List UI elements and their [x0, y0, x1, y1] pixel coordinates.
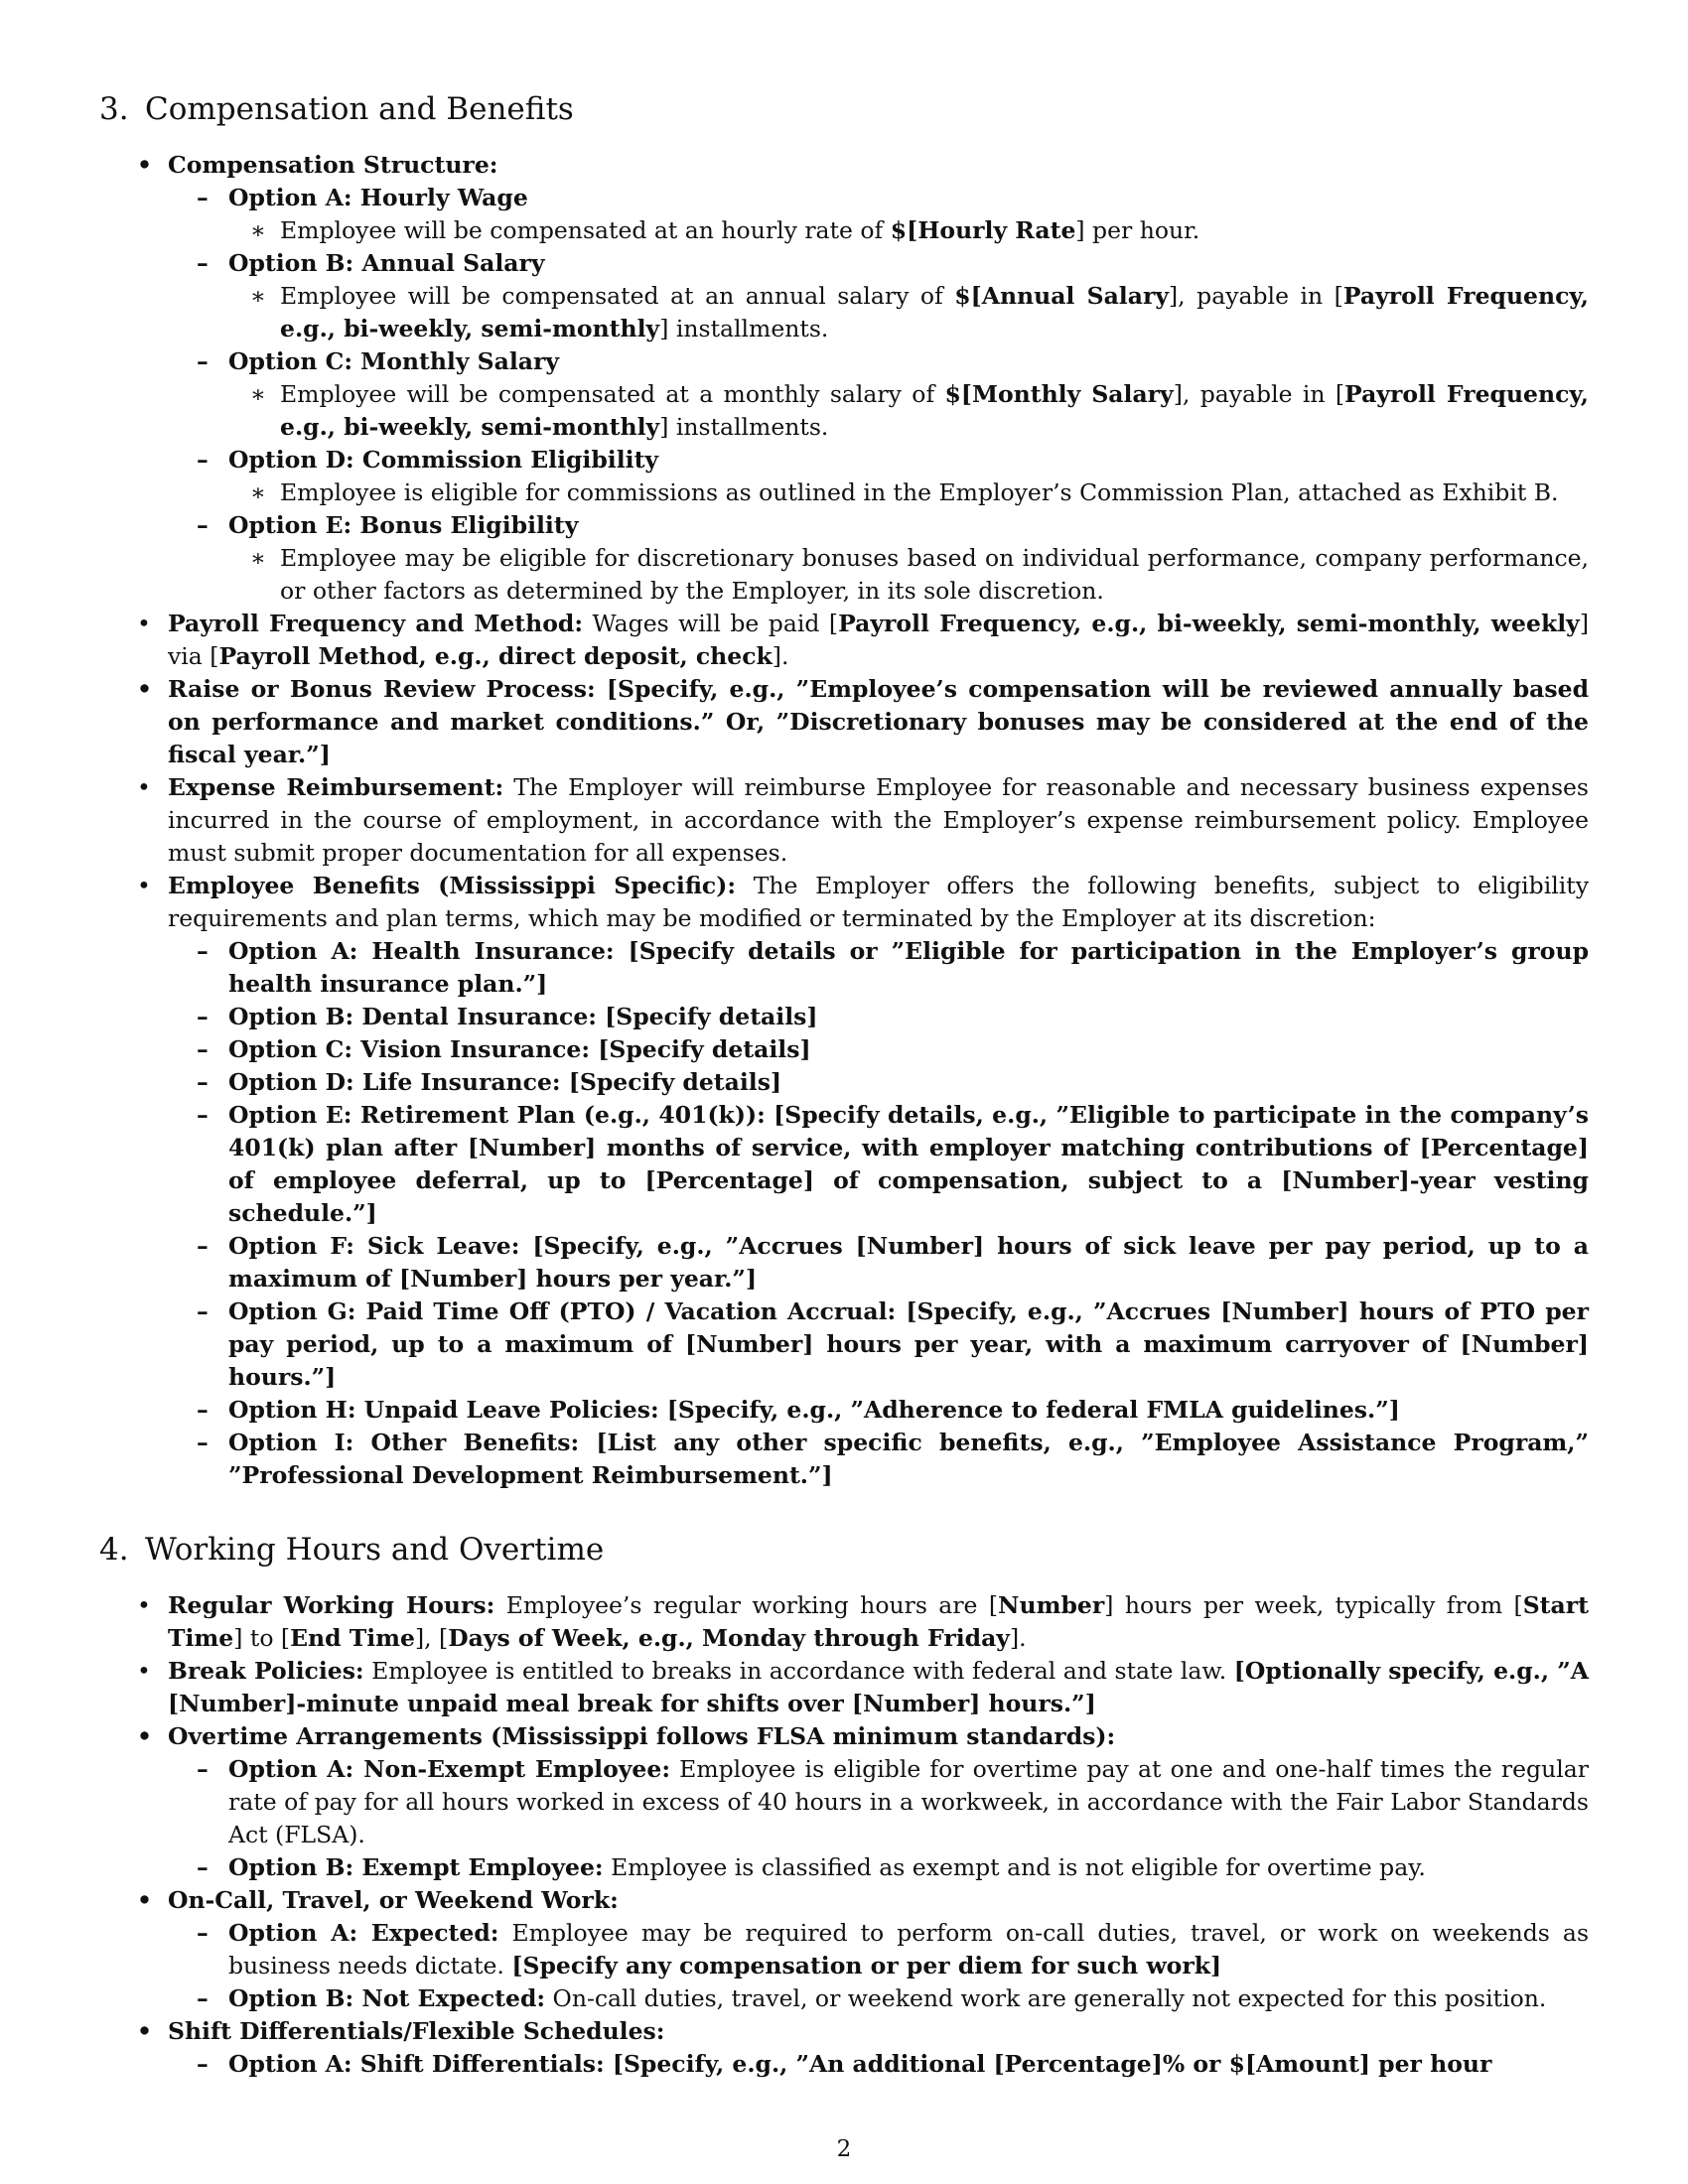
option-d-commission: – Option D: Commission Eligibility: [99, 444, 1589, 477]
overtime-item: • Overtime Arrangements (Mississippi follows FLSA minimum standards):: [99, 1720, 1589, 1753]
section-number: 4.: [99, 1532, 129, 1568]
benefit-option-b: – Option B: Dental Insurance: [Specify details]: [99, 1001, 1589, 1033]
option-a-detail: ∗ Employee will be compensated at an hourly rate of $[Hourly Rate] per hour.: [99, 214, 1589, 247]
benefit-option-i: – Option I: Other Benefits: [List any other specific benefits, e.g., ”Employee Assistance Program,” ”Professional Development Reimbursement.”]: [99, 1427, 1589, 1492]
on-call-option-b: – Option B: Not Expected: On-call duties, travel, or weekend work are generally not expected for this position.: [99, 1982, 1589, 2015]
option-d-detail: ∗ Employee is eligible for commissions as outlined in the Employer’s Commission Plan, attached as Exhibit B.: [99, 477, 1589, 509]
option-c-detail: ∗ Employee will be compensated at a monthly salary of $[Monthly Salary], payable in [Payroll Frequency, e.g., bi-weekly, semi-monthly] installments.: [99, 378, 1589, 444]
section-title: Working Hours and Overtime: [145, 1532, 605, 1568]
option-e-bonus: – Option E: Bonus Eligibility: [99, 509, 1589, 542]
section-title: Compensation and Benefits: [145, 91, 574, 127]
benefit-option-f: – Option F: Sick Leave: [Specify, e.g., ”Accrues [Number] hours of sick leave per pay period, up to a maximum of [Number] hours per year.”]: [99, 1230, 1589, 1296]
raise-review-item: • Raise or Bonus Review Process: [Specify, e.g., ”Employee’s compensation will be reviewed annually based on performance and market conditions.” Or, ”Discretionary bonuses may be considered at the end of the fiscal year.”]: [99, 673, 1589, 771]
compensation-structure-item: • Compensation Structure:: [99, 149, 1589, 182]
working-hours-list: [99, 1589, 1589, 2081]
section-number: 3.: [99, 91, 129, 127]
overtime-option-b: – Option B: Exempt Employee: Employee is classified as exempt and is not eligible for overtime pay.: [99, 1851, 1589, 1884]
option-b-detail: ∗ Employee will be compensated at an annual salary of $[Annual Salary], payable in [Payroll Frequency, e.g., bi-weekly, semi-monthly] installments.: [99, 280, 1589, 345]
benefit-option-h: – Option H: Unpaid Leave Policies: [Specify, e.g., ”Adherence to federal FMLA guidelines.”]: [99, 1394, 1589, 1427]
benefits-item: • Employee Benefits (Mississippi Specific): The Employer offers the following benefits, subject to eligibility requirements and plan terms, which may be modified or terminated by the Employer at its discretion:: [99, 870, 1589, 935]
section-heading-working-hours: [99, 1532, 1589, 1568]
option-c-monthly: – Option C: Monthly Salary: [99, 345, 1589, 378]
benefit-option-c: – Option C: Vision Insurance: [Specify details]: [99, 1033, 1589, 1066]
page-number: 2: [836, 2136, 852, 2162]
benefit-option-e: – Option E: Retirement Plan (e.g., 401(k)): [Specify details, e.g., ”Eligible to participate in the company’s 401(k) plan after [Number] months of service, with employer matching contributions of [Percentage] of employee deferral, up to [Percentage] of compensation, subject to a [Number]-year vesting schedule.”]: [99, 1099, 1589, 1230]
shift-differentials-item: • Shift Differentials/Flexible Schedules:: [99, 2015, 1589, 2048]
option-b-annual: – Option B: Annual Salary: [99, 247, 1589, 280]
option-e-detail: ∗ Employee may be eligible for discretionary bonuses based on individual performance, company performance, or other factors as determined by the Employer, in its sole discretion.: [99, 542, 1589, 608]
on-call-item: • On-Call, Travel, or Weekend Work:: [99, 1884, 1589, 1917]
compensation-list: [99, 149, 1589, 1492]
shift-option-a: – Option A: Shift Differentials: [Specify, e.g., ”An additional [Percentage]% or $[Amount] per hour: [99, 2048, 1589, 2081]
document-page: [99, 91, 1589, 2081]
break-policies-item: • Break Policies: Employee is entitled to breaks in accordance with federal and state law. [Optionally specify, e.g., ”A [Number]-minute unpaid meal break for shifts over [Number] hours.”]: [99, 1655, 1589, 1720]
regular-hours-item: • Regular Working Hours: Employee’s regular working hours are [Number] hours per week, typically from [Start Time] to [End Time], [Days of Week, e.g., Monday through Friday].: [99, 1589, 1589, 1655]
section-heading-compensation: [99, 91, 1589, 127]
benefit-option-a: – Option A: Health Insurance: [Specify details or ”Eligible for participation in the Employer’s group health insurance plan.”]: [99, 935, 1589, 1001]
benefit-option-d: – Option D: Life Insurance: [Specify details]: [99, 1066, 1589, 1099]
on-call-option-a: – Option A: Expected: Employee may be required to perform on-call duties, travel, or work on weekends as business needs dictate. [Specify any compensation or per diem for such work]: [99, 1917, 1589, 1982]
option-a-hourly: – Option A: Hourly Wage: [99, 182, 1589, 214]
payroll-item: • Payroll Frequency and Method: Wages will be paid [Payroll Frequency, e.g., bi-weekly, semi-monthly, weekly] via [Payroll Method, e.g., direct deposit, check].: [99, 608, 1589, 673]
overtime-option-a: – Option A: Non-Exempt Employee: Employee is eligible for overtime pay at one and one-half times the regular rate of pay for all hours worked in excess of 40 hours in a workweek, in accordance with the Fair Labor Standards Act (FLSA).: [99, 1753, 1589, 1851]
benefit-option-g: – Option G: Paid Time Off (PTO) / Vacation Accrual: [Specify, e.g., ”Accrues [Number] hours of PTO per pay period, up to a maximum of [Number] hours per year, with a maximum carryover of [Number] hours.”]: [99, 1296, 1589, 1394]
expense-item: • Expense Reimbursement: The Employer will reimburse Employee for reasonable and necessary business expenses incurred in the course of employment, in accordance with the Employer’s expense reimbursement policy. Employee must submit proper documentation for all expenses.: [99, 771, 1589, 870]
